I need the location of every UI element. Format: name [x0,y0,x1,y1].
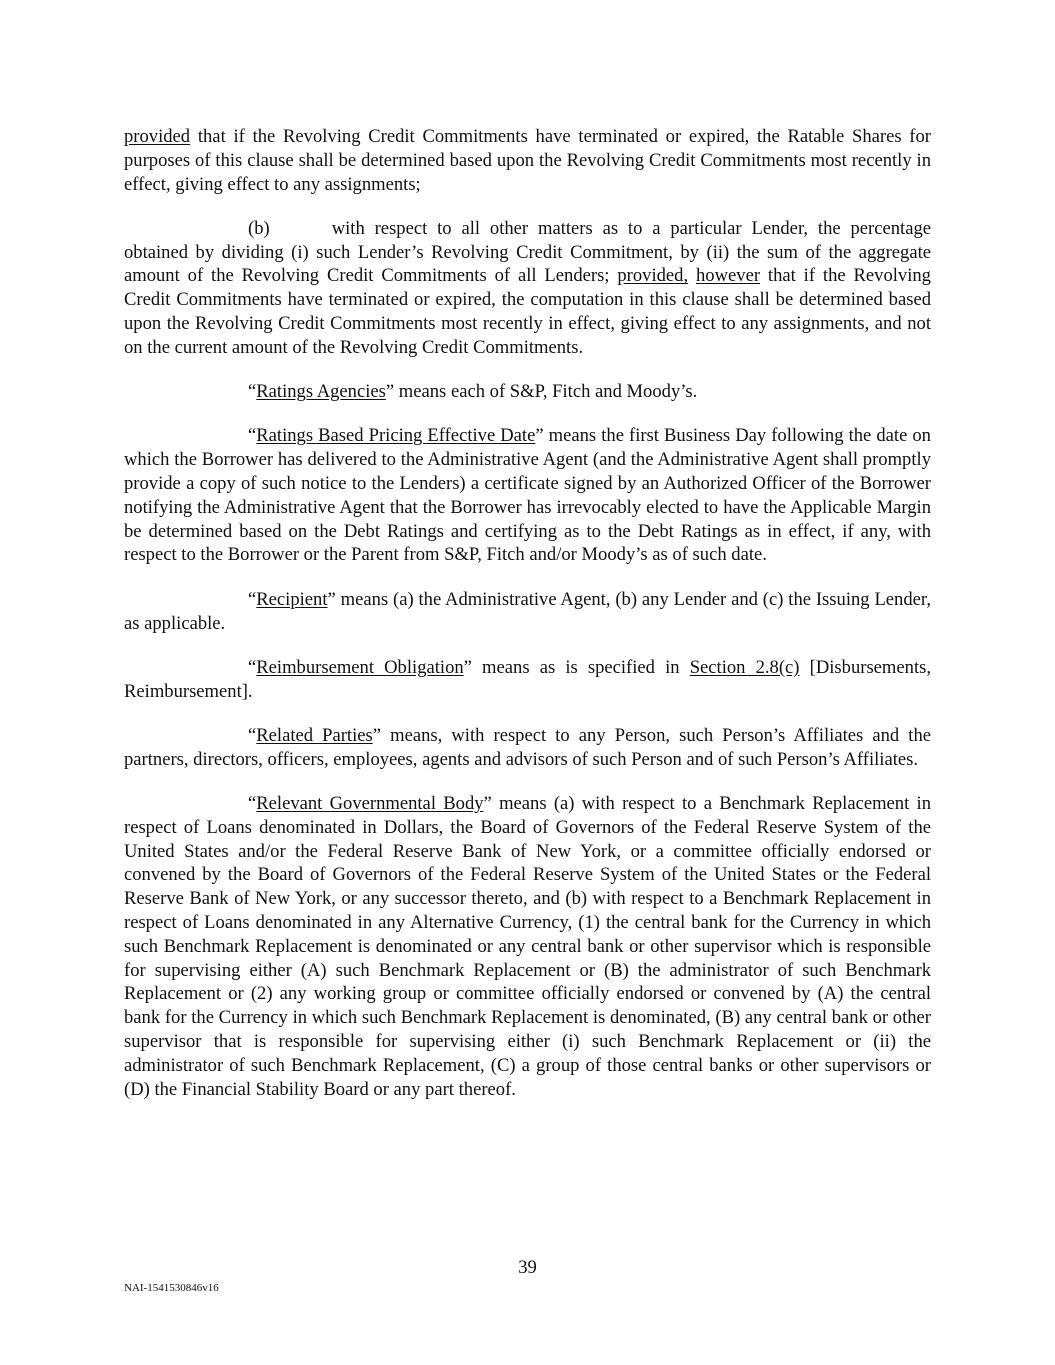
definition-recipient [124,588,931,636]
definition-reimbursement-obligation [124,656,931,704]
clause-label: (b) [248,217,270,239]
defined-term: Relevant Governmental Body [256,793,484,815]
underlined-term: provided, [617,265,689,287]
definition-text: ” means as is specified in [463,656,690,678]
open-quote: “ [248,724,257,746]
defined-term: Related Parties [256,724,373,746]
open-quote: “ [248,381,257,403]
definition-ratings-based-pricing-effective-date [124,424,931,567]
defined-term: Reimbursement Obligation [256,656,464,678]
defined-term: Ratings Agencies [256,381,386,403]
defined-term: Ratings Based Pricing Effective Date [256,425,536,447]
underlined-term: provided [124,126,191,147]
open-quote: “ [248,793,257,815]
definition-text: ” means, with respect to any Person, such Person’s Affiliates and the partners, directors, officers, employees, agents and advisors of such Person and of such Person’s Affiliates. [124,724,931,770]
definition-ratings-agencies [124,380,931,404]
paragraph-clause-b [124,217,931,360]
definition-text: [Disbursements, Reimbursement]. [124,656,931,702]
open-quote: “ [248,425,257,447]
paragraph-text: that if the Revolving Credit Commitments have terminated or expired, the computation in this clause shall be determined based upon the Revolving Credit Commitments most recently in effect, giving effect to any assignments, and not on the current amount of the Revolving Credit Commitments. [124,265,931,358]
page-number: 39 [518,1257,537,1278]
paragraph-text [688,265,696,286]
open-quote: “ [248,656,257,678]
section-reference: Section 2.8(c) [689,656,800,678]
document-body [124,125,931,1122]
underlined-term: however [696,265,761,287]
paragraph-text: that if the Revolving Credit Commitments have terminated or expired, the Ratable Shares for purposes of this clause shall be determined based upon the Revolving Credit Commitments most recently in effect, giving effect to any assignments; [124,126,931,195]
paragraph-text: with respect to all other matters as to a particular Lender, the percentage obtained by dividing (i) such Lender’s Revolving Credit Commitment, by (ii) the sum of the aggregate amount of the Revolving Credit Commitments of all Lenders; [124,217,931,287]
open-quote: “ [248,588,257,610]
definition-text: ” means (a) with respect to a Benchmark Replacement in respect of Loans denominated in Dollars, the Board of Governors of the Federal Reserve System of the United States and/or the Federal Reserve Bank of New York, or a committee officially endorsed or convened by the Board of Governors of the Federal Reserve System of the United States or the Federal Reserve Bank of New York, or any successor thereto, and (b) with respect to a Benchmark Replacement in respect of Loans denominated in any Alternative Currency, (1) the central bank for the Currency in which such Benchmark Replacement is denominated or any central bank or other supervisor which is responsible for supervising either (A) such Benchmark Replacement or (B) the administrator of such Benchmark Replacement or (2) any working group or committee officially endorsed or convened by (A) the central bank for the Currency in which such Benchmark Replacement is denominated, (B) any central bank or other supervisor that is responsible for supervising either (i) such Benchmark Replacement or (ii) the administrator of such Benchmark Replacement, (C) a group of those central banks or other supervisors or (D) the Financial Stability Board or any part thereof. [124,793,931,1100]
definition-text: ” means the first Business Day following the date on which the Borrower has delivered to the Administrative Agent (and the Administrative Agent shall promptly provide a copy of such notice to the Lenders) a certificate signed by an Authorized Officer of the Borrower notifying the Administrative Agent that the Borrower has irrevocably elected to have the Applicable Margin be determined based on the Debt Ratings and certifying as to the Debt Ratings as in effect, if any, with respect to the Borrower or the Parent from S&P, Fitch and/or Moody’s as of such date. [124,425,931,566]
definition-text: ” means (a) the Administrative Agent, (b) any Lender and (c) the Issuing Lender, as applicable. [124,588,931,634]
definition-relevant-governmental-body [124,792,931,1101]
definition-related-parties [124,724,931,772]
defined-term: Recipient [256,588,328,610]
definition-text: ” means each of S&P, Fitch and Moody’s. [385,381,698,403]
document-id: NAI-1541530846v16 [124,1282,219,1294]
paragraph-ratable-share-proviso [124,125,931,196]
